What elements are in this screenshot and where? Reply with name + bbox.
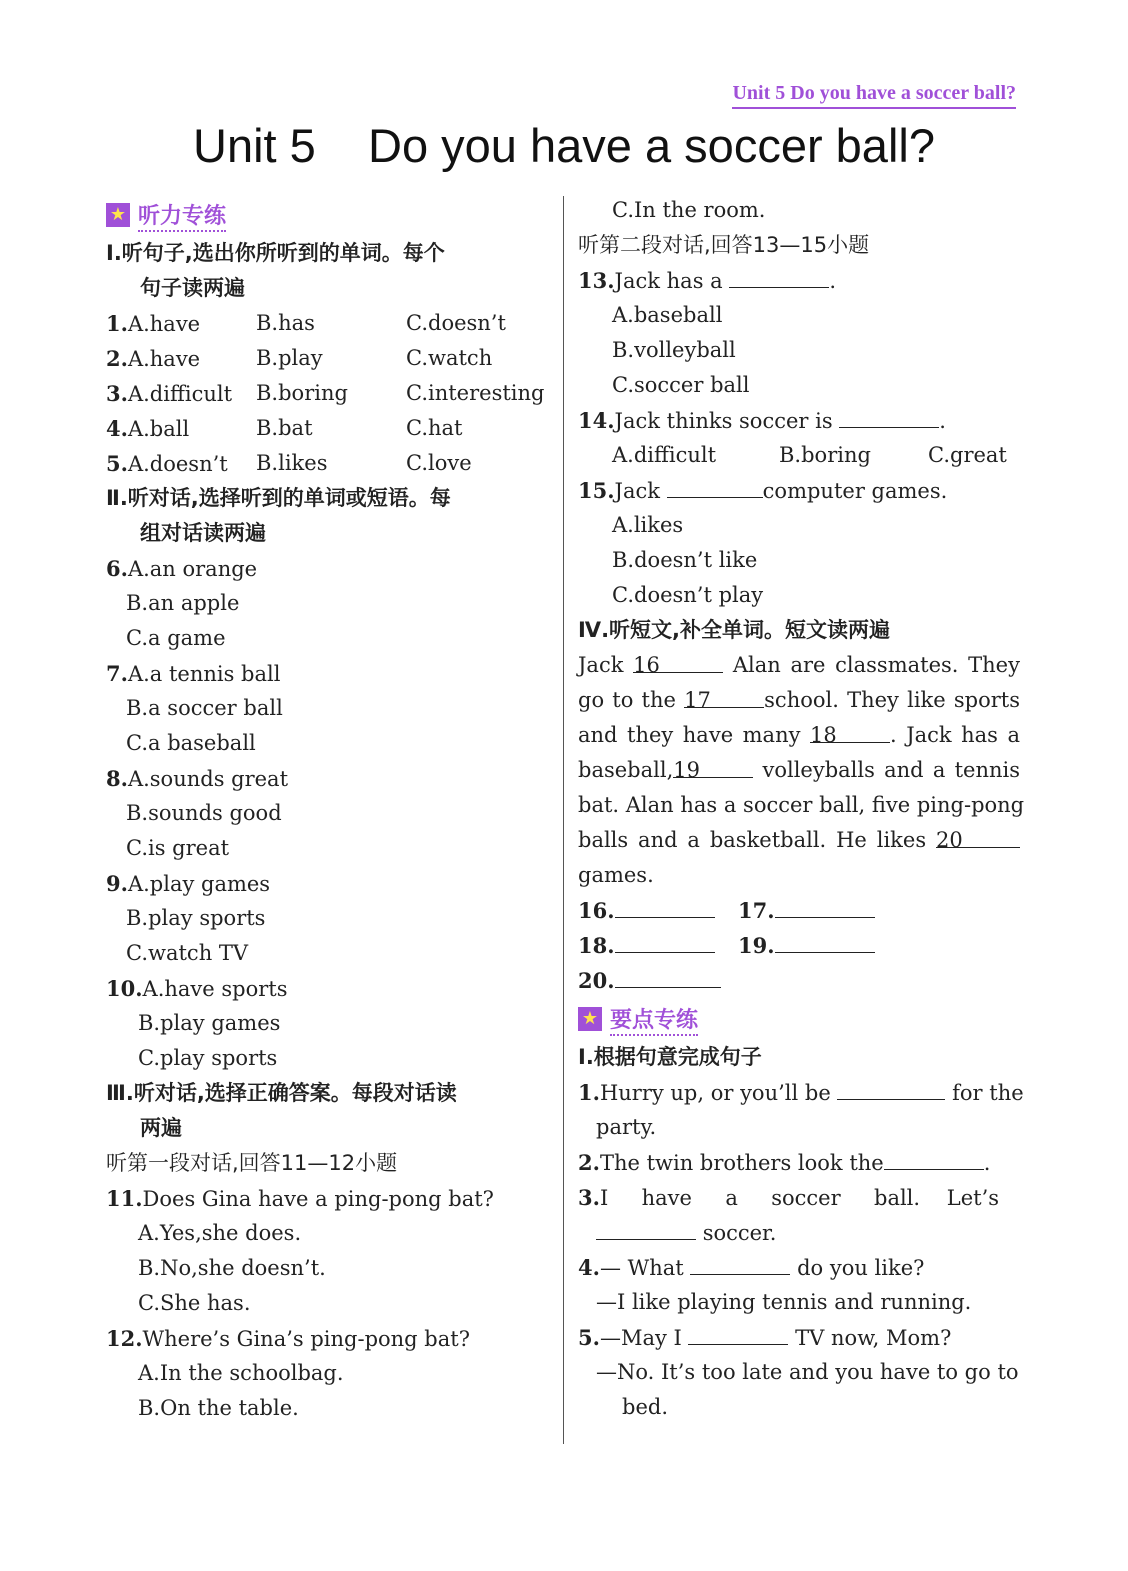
option: C.soccer ball xyxy=(612,373,750,397)
badge-label: 听力专练 xyxy=(138,199,226,232)
sentence-cont: soccer. xyxy=(578,1215,1020,1250)
page-title: Unit 5 Do you have a soccer ball? xyxy=(193,119,935,172)
question-row: 5.A.doesn’t B.likes C.love xyxy=(106,451,472,476)
sentence: 3.I have a soccer ball. Let’s xyxy=(578,1185,1000,1210)
question-row: 1.A.have B.has C.doesn’t xyxy=(106,311,506,336)
option: B.play sports xyxy=(126,906,266,930)
question-stem: 10.A.have sports xyxy=(106,976,288,1001)
question-stem: 9.A.play games xyxy=(106,871,271,896)
answer-row: 18. 19. xyxy=(578,928,1020,963)
section-heading: Ⅳ.听短文,补全单词。短文读两遍 xyxy=(578,618,891,642)
badge-label: 要点专练 xyxy=(610,1003,698,1036)
option: C.is great xyxy=(126,836,230,860)
question-row: 3.A.difficult B.boring C.interesting xyxy=(106,381,545,406)
question-row: 2.A.have B.play C.watch xyxy=(106,346,493,371)
right-column xyxy=(578,193,1025,1425)
section-heading: Ⅰ.听句子,选出你所听到的单词。每个 xyxy=(106,241,445,265)
option: B.volleyball xyxy=(612,338,736,362)
option: A.In the schoolbag. xyxy=(138,1361,344,1385)
left-column xyxy=(106,196,552,1426)
option-row: A.difficult B.boring C.great xyxy=(612,443,1007,467)
sentence-cont: —No. It’s too late and you have to go to xyxy=(596,1360,1019,1384)
option: B.doesn’t like xyxy=(612,548,758,572)
option: C.a game xyxy=(126,626,226,650)
sentence: 4.— What do you like? xyxy=(578,1250,1020,1285)
option: C.She has. xyxy=(138,1291,251,1315)
dialog-instruction: 听第一段对话,回答11—12小题 xyxy=(106,1151,398,1175)
column-divider xyxy=(563,196,564,1444)
question-stem: 14.Jack thinks soccer is . xyxy=(578,403,1020,438)
passage-line: baseball,19 volleyballs and a tennis xyxy=(578,753,1020,788)
option: C.watch TV xyxy=(126,941,249,965)
option: C.a baseball xyxy=(126,731,256,755)
option: A.baseball xyxy=(612,303,723,327)
section-heading-cont: 两遍 xyxy=(140,1116,182,1140)
option: B.play games xyxy=(138,1011,281,1035)
section-heading-cont: 组对话读两遍 xyxy=(140,521,266,545)
sentence-cont: —I like playing tennis and running. xyxy=(596,1290,972,1314)
passage-line: bat. Alan has a soccer ball, five ping-pong xyxy=(578,793,1025,817)
answer-row: 16. 17. xyxy=(578,893,1020,928)
passage-line: balls and a basketball. He likes 20 xyxy=(578,823,1020,858)
passage-line: go to the 17 school. They like sports xyxy=(578,683,1020,718)
question-stem: 6.A.an orange xyxy=(106,556,258,581)
sentence: 2.The twin brothers look the . xyxy=(578,1145,1020,1180)
section-heading-cont: 句子读两遍 xyxy=(140,276,245,300)
sentence-cont: bed. xyxy=(622,1395,668,1419)
section-heading: Ⅰ.根据句意完成句子 xyxy=(578,1045,762,1069)
question-stem: 7.A.a tennis ball xyxy=(106,661,281,686)
option: B.On the table. xyxy=(138,1396,299,1420)
listening-badge xyxy=(106,196,552,234)
option: B.No,she doesn’t. xyxy=(138,1256,326,1280)
passage-line: Jack 16 Alan are classmates. They xyxy=(578,648,1020,683)
option: B.a soccer ball xyxy=(126,696,283,720)
option: C.play sports xyxy=(138,1046,278,1070)
sentence-cont: party. xyxy=(596,1115,657,1139)
passage-line: and they have many 18 . Jack has a xyxy=(578,718,1020,753)
section-heading: Ⅲ.听对话,选择正确答案。每段对话读 xyxy=(106,1081,457,1105)
answer-row: 20. xyxy=(578,963,1020,998)
section-heading: Ⅱ.听对话,选择听到的单词或短语。每 xyxy=(106,486,451,510)
option: C.In the room. xyxy=(612,198,766,222)
keypoints-badge xyxy=(578,1000,1020,1038)
option: B.an apple xyxy=(126,591,240,615)
sentence: 1.Hurry up, or you’ll be for the xyxy=(578,1075,1020,1110)
passage-line: games. xyxy=(578,863,654,887)
running-header: Unit 5 Do you have a soccer ball? xyxy=(732,82,1016,109)
option: B.sounds good xyxy=(126,801,282,825)
star-icon: ★ xyxy=(106,203,130,227)
question-stem: 8.A.sounds great xyxy=(106,766,289,791)
dialog-instruction: 听第二段对话,回答13—15小题 xyxy=(578,233,870,257)
question-stem: 11.Does Gina have a ping-pong bat? xyxy=(106,1186,494,1211)
option: A.Yes,she does. xyxy=(138,1221,302,1245)
question-stem: 12.Where’s Gina’s ping-pong bat? xyxy=(106,1326,470,1351)
sentence: 5.—May I TV now, Mom? xyxy=(578,1320,1020,1355)
option: A.likes xyxy=(612,513,684,537)
question-stem: 15.Jack computer games. xyxy=(578,473,1020,508)
option: C.doesn’t play xyxy=(612,583,764,607)
question-stem: 13.Jack has a . xyxy=(578,263,1020,298)
star-icon: ★ xyxy=(578,1007,602,1031)
question-row: 4.A.ball B.bat C.hat xyxy=(106,416,463,441)
